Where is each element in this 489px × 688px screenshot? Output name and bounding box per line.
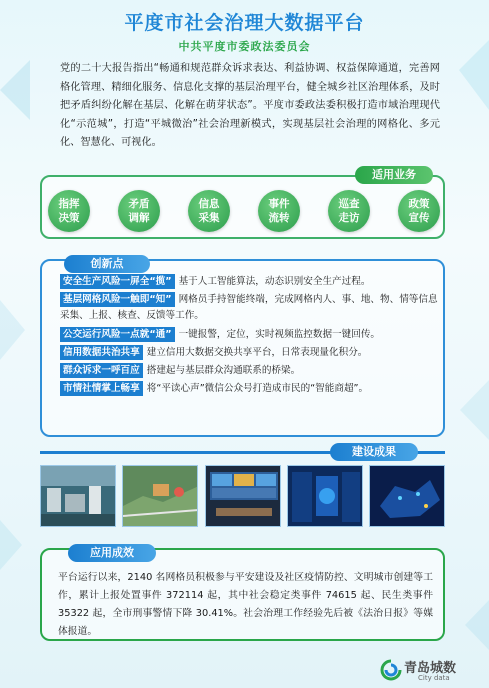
innovation-text: 基于人工智能算法，动态识别安全生产过程。 [178,276,371,287]
business-item-label: 流转 [268,212,290,224]
page-subtitle: 中共平度市委政法委员会 [178,40,311,53]
business-item-label: 走访 [338,212,360,224]
innovation-tag: 创新点 [64,255,150,273]
business-item-label: 矛盾 [128,198,150,210]
business-item-label: 决策 [58,212,80,224]
business-item-label: 事件 [268,198,290,210]
logo-icon [380,659,402,681]
business-item-label: 政策 [408,198,430,210]
business-item-patrol [328,190,370,232]
business-item-label: 信息 [198,198,220,210]
innovation-highlight: 市情社情掌上畅享 [60,381,143,396]
results-tag: 建设成果 [330,443,418,461]
results-photo-control-room [205,465,281,527]
results-photo-dashboard [287,465,363,527]
business-item-label: 宣传 [408,212,430,224]
business-item-label: 采集 [198,212,220,224]
results-photo-data-map [369,465,445,527]
business-tag: 适用业务 [355,166,433,184]
innovation-row [60,327,440,343]
innovation-row [60,345,440,361]
business-item-mediation [118,190,160,232]
innovation-highlight: 安全生产风险一屏全“揽” [60,274,175,289]
business-items [48,190,440,234]
results-photo-city-map [122,465,198,527]
business-item-command [48,190,90,232]
innovation-text: 搭建起与基层群众沟通联系的桥梁。 [146,365,301,377]
innovation-row [60,381,440,397]
business-item-label: 指挥 [58,198,80,210]
innovation-list [60,274,440,397]
business-item-flow [258,190,300,232]
business-item-collection [188,190,230,232]
application-paragraph: 平台运行以来，2140 名网格员积极参与平安建设及社区疫情防控、文明城市创建等工作，累计上报处置事件 372114 起，其中社会稳定类事件 74615 起、民生类事件 35322 起，全市刑事警情下降 30.41%。社会治理工作经验先后被《法治日报》等媒体报道。 [58,572,433,637]
business-item-label: 调解 [128,212,150,224]
innovation-highlight: 基层网格风险一触即“知” [60,292,175,307]
logo-subtitle: City data [418,674,450,682]
results-photo-aerial-city [40,465,116,527]
innovation-text: 一键报警，定位，实时视频监控数据一键回传。 [178,328,381,340]
innovation-row [60,363,440,379]
innovation-text: 将“平读心声”微信公众号打造成市民的“智能商超”。 [146,383,369,395]
business-item-policy [398,190,440,232]
innovation-row [60,274,440,290]
application-tag: 应用成效 [68,544,156,562]
innovation-highlight: 群众诉求一呼百应 [60,363,143,378]
business-item-label: 巡查 [338,198,360,210]
results-photos [40,465,445,527]
innovation-highlight: 信用数据共治共享 [60,345,143,360]
intro-paragraph: 党的二十大报告指出“畅通和规范群众诉求表达、利益协调、权益保障通道，完善网格化管理、精细化服务、信息化支撑的基层治理平台，健全城乡社区治理体系，及时把矛盾纠纷化解在基层、化解在萌芽状态”。平度市委政法委积极打造市域治理现代化“示范城”，打造“平城微治”社会治理新模式，实现基层社会治理的网格化、多元化、智慧化、可视化。 [60,63,440,149]
innovation-highlight: 公交运行风险一点就“通” [60,327,175,342]
innovation-text: 网格员手持智能终端，完成网格内人、事、地、物、情等信息采集、上报、核查、反馈等工作。 [60,294,438,322]
logo [380,655,480,683]
page-title: 平度市社会治理大数据平台 [124,12,365,34]
innovation-row [60,292,440,324]
innovation-text: 建立信用大数据交换共享平台，日常表现量化积分。 [146,346,368,358]
logo-name: 青岛城数 [404,661,457,676]
